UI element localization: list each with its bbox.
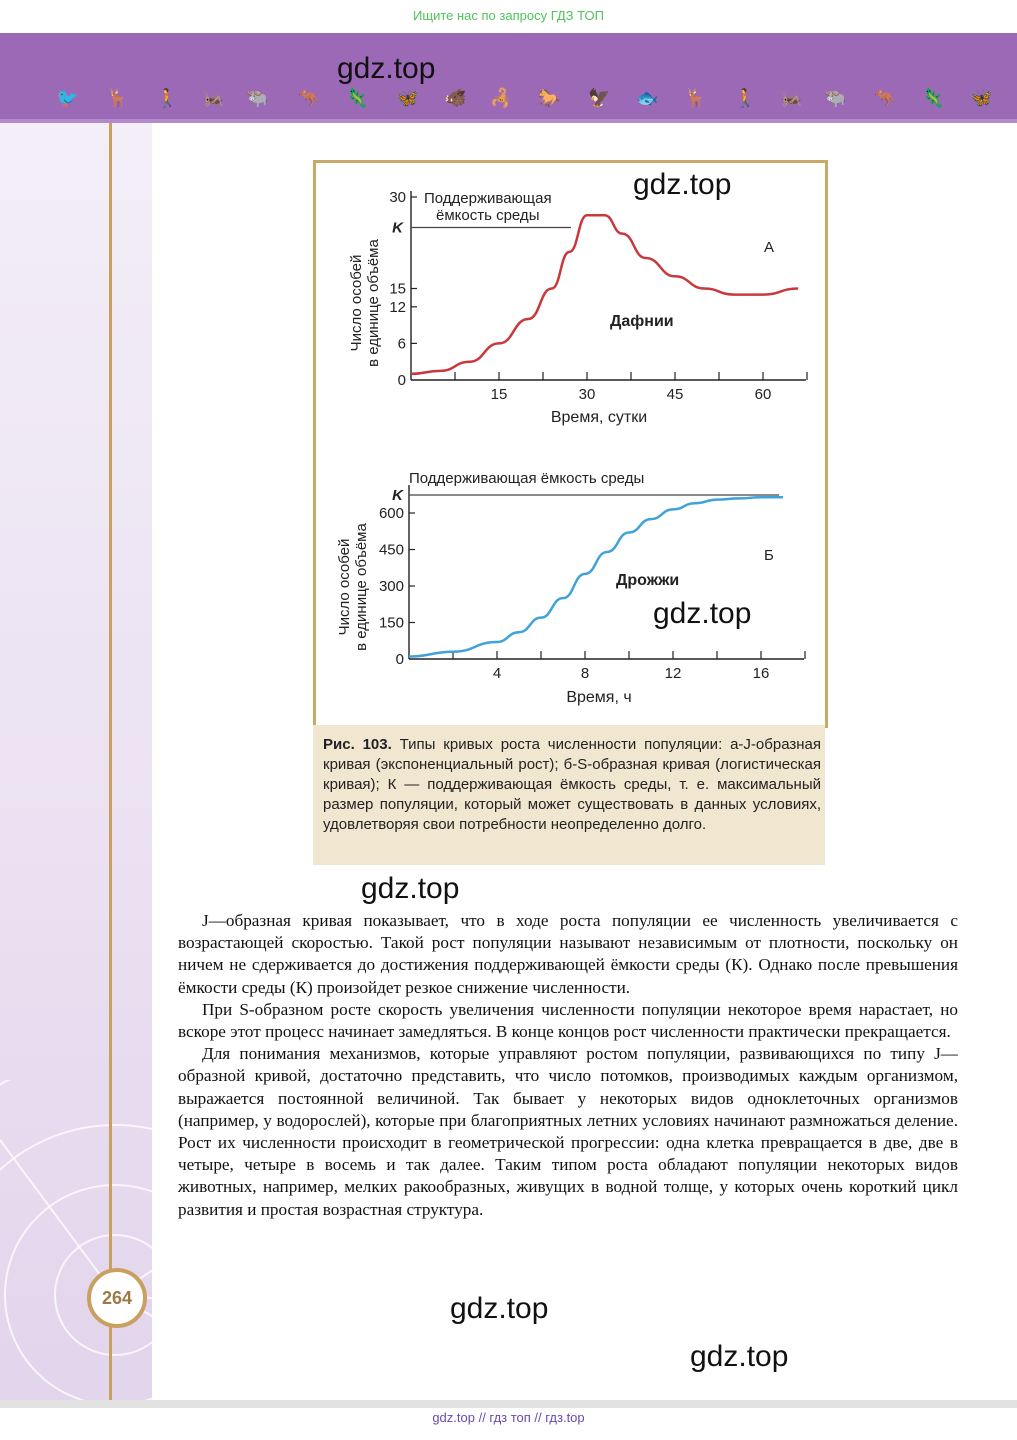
y-axis-title-b-line1: Число особей bbox=[336, 538, 353, 636]
y-tick-label-a: 12 bbox=[389, 298, 406, 316]
watermark: gdz.top bbox=[633, 168, 732, 201]
curve-yeast bbox=[409, 497, 783, 656]
lizard-icon: 🦎 bbox=[922, 88, 945, 109]
y-tick-label-b: 150 bbox=[378, 614, 404, 632]
organism-label-a: Дафнии bbox=[610, 313, 674, 330]
curve-daphnia bbox=[411, 215, 798, 374]
x-tick-label-b: 12 bbox=[664, 665, 682, 682]
bison-icon: 🐃 bbox=[824, 88, 847, 109]
y-axis-title-a-line2: в единице объёма bbox=[365, 239, 382, 367]
caption-label: Рис. 103. bbox=[323, 736, 392, 753]
lizard-icon: 🦎 bbox=[346, 88, 369, 109]
x-tick-label-a: 60 bbox=[754, 386, 772, 403]
pterosaur-icon: 🦅 bbox=[588, 88, 611, 109]
y-tick-label-a: 30 bbox=[389, 189, 406, 206]
y-axis-title-b-line2: в единице объёма bbox=[353, 523, 370, 651]
bison-icon: 🐃 bbox=[246, 88, 269, 109]
footer-links[interactable]: gdz.top // гдз топ // гдз.top bbox=[432, 1410, 585, 1425]
capacity-label-a-line2: ёмкость среды bbox=[436, 207, 540, 224]
boar-icon: 🐗 bbox=[444, 88, 467, 109]
body-text bbox=[178, 910, 958, 1221]
y-tick-label-b: 0 bbox=[395, 651, 404, 668]
page-number: 264 bbox=[87, 1268, 147, 1328]
kangaroo-icon: 🦘 bbox=[298, 88, 321, 109]
panel-label-a: А bbox=[764, 239, 775, 256]
caption-text: Типы кривых роста численности популяции: а-J-образная кривая (экспоненциальный рост); б-S-образная кривая (логистическая кривая); К — поддерживающая ёмкость среды, т. е. максимальный размер популяции, который может существовать в данных условиях, удовлетворяя свои потребности неопределенно долго. bbox=[323, 736, 821, 833]
fish-icon: 🐟 bbox=[636, 88, 659, 109]
paragraph: J—образная кривая показывает, что в ходе роста популяции ее численность увеличивается с возрастающей скоростью. Такой рост популяции называют независимым от плотности, поскольку он ничем не сдерживается до достижения поддерживающей ёмкости среды (К). Однако после превышения ёмкости среды (К) произойдет резкое снижение численности. bbox=[178, 911, 958, 997]
growth-curves-chart bbox=[316, 163, 825, 725]
x-tick-label-b: 16 bbox=[752, 665, 770, 682]
watermark: gdz.top bbox=[450, 1292, 549, 1325]
insect-icon: 🦗 bbox=[780, 88, 803, 109]
y-tick-label-b: 600 bbox=[378, 505, 404, 523]
y-tick-label-a: 15 bbox=[389, 280, 406, 298]
y-tick-label-b: 300 bbox=[378, 578, 404, 596]
figure-caption bbox=[313, 725, 825, 865]
organism-label-b: Дрожжи bbox=[616, 572, 680, 589]
y-axis-title-a-line1: Число особей bbox=[348, 254, 365, 352]
insect-icon: 🦗 bbox=[202, 88, 225, 109]
horse-icon: 🐎 bbox=[538, 88, 561, 109]
top-search-note: Ищите нас по запросу ГДЗ ТОП bbox=[413, 8, 604, 23]
y-tick-label-a: 0 bbox=[397, 372, 406, 389]
watermark: gdz.top bbox=[337, 52, 436, 85]
human-icon: 🚶 bbox=[156, 88, 179, 109]
x-tick-label-a: 45 bbox=[666, 386, 684, 403]
panel-label-b: Б bbox=[764, 547, 774, 564]
x-tick-label-a: 30 bbox=[578, 386, 596, 403]
x-tick-label-b: 4 bbox=[492, 665, 502, 682]
k-label-b: K bbox=[392, 487, 403, 504]
k-label-a: K bbox=[392, 219, 403, 237]
watermark: gdz.top bbox=[361, 872, 460, 905]
paragraph: При S-образном росте скорость увеличения численности популяции некоторое время нарастает, но вскоре этот процесс начинает замедляться. В конце концов рост численности практически прекращается. bbox=[178, 999, 958, 1042]
x-tick-label-a: 15 bbox=[490, 386, 508, 403]
bottom-bar bbox=[0, 1400, 1017, 1408]
butterfly-icon: 🦋 bbox=[396, 88, 419, 109]
capacity-label-a-line1: Поддерживающая bbox=[424, 190, 552, 207]
y-tick-label-a: 6 bbox=[397, 335, 406, 353]
watermark: gdz.top bbox=[690, 1340, 789, 1373]
paragraph: Для понимания механизмов, которые управляют ростом популяции, развивающихся по типу J—образной кривой, достаточно представить, что число потомков, производимых каждым организмом, выражается постоянной величиной. Так бывает у некоторых видов одноклеточных организмов (например, у водорослей), которые при благоприятных летних условиях начинают размножаться деление. Рост их численности происходит в геометрической прогрессии: одна клетка превращается в две, две в четыре, четыре в восемь и так далее. Таким типом роста обладают популяции некоторых видов животных, например, мелких ракообразных, живущих в водной толще, у которых очень короткий цикл развития и простая возрастная структура. bbox=[178, 1044, 958, 1219]
human-icon: 🚶 bbox=[734, 88, 757, 109]
margin-rule bbox=[109, 123, 112, 1400]
scorpion-icon: 🦂 bbox=[490, 88, 513, 109]
bird-icon: 🐦 bbox=[56, 88, 79, 109]
header-banner bbox=[0, 33, 1017, 123]
x-axis-title-b: Время, ч bbox=[566, 689, 632, 706]
deer-icon: 🦌 bbox=[684, 88, 707, 109]
y-tick-label-b: 450 bbox=[378, 541, 404, 559]
butterfly-icon: 🦋 bbox=[970, 88, 993, 109]
watermark: gdz.top bbox=[653, 597, 752, 630]
capacity-label-b: Поддерживающая ёмкость среды bbox=[409, 470, 645, 487]
x-tick-label-b: 8 bbox=[580, 665, 590, 682]
animal-silhouette-row bbox=[50, 87, 1010, 111]
deer-icon: 🦌 bbox=[106, 88, 129, 109]
kangaroo-icon: 🦘 bbox=[874, 88, 897, 109]
banner-underline bbox=[0, 119, 1017, 123]
figure-103 bbox=[313, 160, 828, 728]
x-axis-title-a: Время, сутки bbox=[550, 409, 648, 426]
